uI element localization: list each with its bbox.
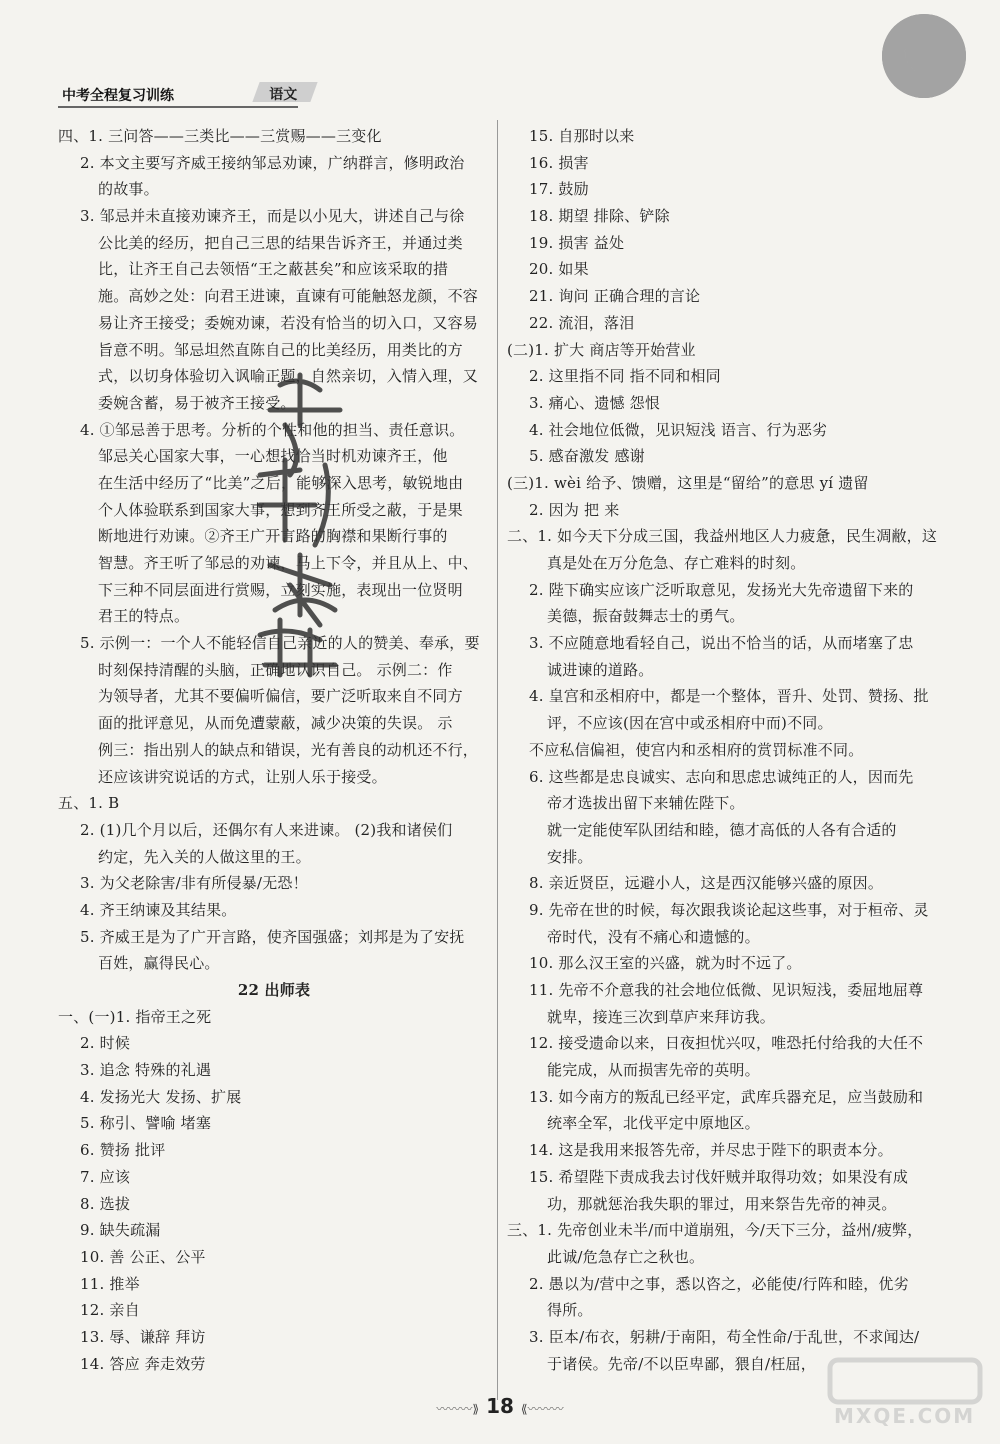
answer-line: 时刻保持清醒的头脑，正确地认识自己。 示例二：作 [98,660,453,679]
answer-line: 四、1. 三问答——三类比——三赏赐——三变化 [58,127,382,145]
answer-line: 统率全军，北伐平定中原地区。 [547,1114,760,1133]
moon-logo-icon [882,14,966,98]
answer-line: 智慧。齐王听了邹忌的劝谏，马上下令，并且从上、中、 [98,554,479,572]
answer-line: 5. 感奋激发 感谢 [529,447,645,466]
answer-line: 18. 期望 排除、铲除 [529,207,670,226]
header-rule [58,106,298,108]
answer-line: 旨意不明。邹忌坦然直陈自己的比美经历，用类比的方 [98,340,463,359]
answer-line: 施。高妙之处：向君王进谏，直谏有可能触怒龙颜，不容 [98,287,479,306]
answer-line: 4. ①邹忌善于思考。分析的个性和他的担当、责任意识。 [80,420,465,439]
page-number: 18 [486,1394,514,1418]
answer-line: 委婉含蓄，易于被齐王接受。 [98,393,296,412]
answer-line: 还应该讲究说话的方式，让别人乐于接受。 [98,767,387,786]
answer-line: 在生活中经历了“比美”之后，能够深入思考，敏锐地由 [98,473,464,492]
section-heading: 22 出师表 [237,981,311,999]
subject-tab [252,82,317,102]
answer-line: 断地进行劝谏。②齐王广开言路的胸襟和果断行事的 [98,527,448,546]
answer-line: 就一定能使军队团结和睦，德才高低的人各有合适的 [547,820,897,839]
answer-line: 约定，先入关的人做这里的王。 [98,847,311,866]
answer-line: 4. 社会地位低微，见识短浅 语言、行为恶劣 [529,420,828,439]
answer-line: 3. 痛心、遗憾 怨恨 [529,393,661,412]
answer-line: 3. 不应随意地看轻自己，说出不恰当的话，从而堵塞了忠 [529,634,914,653]
watermark-text: MXQE.COM [834,1404,976,1428]
answer-line: 下三种不同层面进行赏赐，立刻实施，表现出一位贤明 [98,580,463,599]
answer-line: 10. 善 公正、公平 [80,1247,206,1266]
answer-line: 百姓，赢得民心。 [98,954,220,973]
answer-line: 真是处在万分危急、存亡难料的时刻。 [547,554,806,572]
answer-line: 5. 称引、譬喻 堵塞 [80,1114,212,1133]
answer-line: 2. 时候 [80,1034,131,1053]
answer-line: 2. 愚以为/营中之事，悉以咨之，必能使/行阵和睦，优劣 [529,1274,909,1293]
answer-line: 美德，振奋鼓舞志士的勇气。 [547,607,745,626]
answer-line: 为领导者，尤其不要偏听偏信，要广泛听取来自不同方 [98,687,463,706]
answer-line: 5. 示例一：一个人不能轻信自己亲近的人的赞美、奉承，要 [80,634,480,653]
answer-line: 邹忌关心国家大事，一心想找恰当时机劝谏齐王，他 [98,447,448,466]
answer-line: 13. 辱、谦辞 拜访 [80,1327,206,1346]
answer-line: 3. 追念 特殊的礼遇 [80,1061,212,1080]
answer-line: (二)1. 扩大 商店等开始营业 [507,340,696,359]
answer-line: 功，那就惩治我失职的罪过，用来祭告先帝的神灵。 [547,1194,897,1213]
answer-line: 20. 如果 [529,260,589,279]
page-header [58,80,298,108]
watermark-logo-icon [820,1352,990,1408]
site-watermark [820,1352,990,1432]
answer-line: 8. 选拔 [80,1194,131,1213]
answer-line: 二、1. 如今天下分成三国，我益州地区人力疲惫，民生凋敝，这 [507,527,938,546]
answer-line: 不应私信偏袒，使宫内和丞相府的赏罚标准不同。 [529,740,864,759]
answer-line: 三、1. 先帝创业未半/而中道崩殂，今/天下三分，益州/疲弊， [507,1221,923,1240]
answer-line: 得所。 [547,1301,593,1320]
answer-line: 例三：指出别人的缺点和错误，光有善良的动机还不行， [98,740,479,759]
answer-line: 8. 亲近贤臣，远避小人，这是西汉能够兴盛的原因。 [529,874,884,893]
answer-line: 评，不应该(因在宫中或丞相府中而)不同。 [547,714,833,733]
answer-line: 易让齐王接受；委婉劝谏，若没有恰当的切入口，又容易 [98,313,479,332]
answer-line: 一、(一)1. 指帝王之死 [58,1007,212,1026]
left-column [58,123,490,1377]
answer-line: 2. 这里指不同 指不同和相同 [529,367,721,386]
answer-line: 4. 齐王纳谏及其结果。 [80,900,237,919]
footer-right-ornament-icon: ⟪〰〰〰 [520,1402,564,1416]
answer-line: 的故事。 [98,180,159,199]
answer-line: 5. 齐威王是为了广开言路，使齐国强盛；刘邦是为了安抚 [80,927,465,946]
answer-line: 比，让齐王自己去领悟“王之蔽甚矣”和应该采取的措 [98,260,449,279]
book-title: 中考全程复习训练 [62,88,174,104]
answer-line: 11. 推举 [80,1274,140,1293]
answer-line: 4. 皇宫和丞相府中，都是一个整体，晋升、处罚、赞扬、批 [529,687,929,706]
answer-line: 9. 先帝在世的时候，每次跟我谈论起这些事，对于桓帝、灵 [529,900,929,919]
answer-line: 12. 亲自 [80,1301,140,1320]
answer-line: 21. 询问 正确合理的言论 [529,287,701,306]
answer-line: 能完成，从而损害先帝的英明。 [547,1061,760,1080]
answer-line: 16. 损害 [529,153,589,172]
answer-line: 君王的特点。 [98,607,190,626]
answer-line: 12. 接受遗命以来，日夜担忧兴叹，唯恐托付给我的大任不 [529,1034,924,1053]
answer-line: 于诸侯。先帝/不以臣卑鄙，猥自/枉屈， [547,1354,816,1373]
answer-line: 22. 流泪，落泪 [529,313,635,332]
answer-line: 3. 邹忌并未直接劝谏齐王，而是以小见大，讲述自己与徐 [80,207,465,226]
answer-line: 面的批评意见，从而免遭蒙蔽，减少决策的失误。 示 [98,714,453,733]
answer-line: 6. 这些都是忠良诚实、志向和思虑忠诚纯正的人，因而先 [529,767,914,786]
answer-line: 14. 答应 奔走效劳 [80,1354,206,1373]
answer-line: 此诚/危急存亡之秋也。 [547,1247,705,1266]
right-column [507,123,947,1377]
answer-line: 7. 应该 [80,1167,131,1186]
answer-line: 11. 先帝不介意我的社会地位低微、见识短浅，委屈地屈尊 [529,981,924,999]
subject-label: 语文 [269,87,298,103]
answer-line: 安排。 [547,847,593,866]
answer-line: 诚进谏的道路。 [547,660,654,679]
answer-line: 就卑，接连三次到草庐来拜访我。 [547,1007,776,1026]
answer-line: 19. 损害 益处 [529,233,625,252]
answer-line: 14. 这是我用来报答先帝，并尽忠于陛下的职责本分。 [529,1141,893,1160]
answer-line: 6. 赞扬 批评 [80,1141,166,1160]
answer-line: 五、1. B [58,794,120,813]
answer-line: 3. 为父老除害/非有所侵暴/无恐！ [80,874,308,893]
answer-line: 帝时代，没有不痛心和遗憾的。 [547,927,760,946]
answer-line: 13. 如今南方的叛乱已经平定，武库兵器充足，应当鼓励和 [529,1087,924,1106]
answer-line: 公比美的经历，把自己三思的结果告诉齐王，并通过类 [98,233,463,252]
answer-line: 2. (1)几个月以后，还偶尔有人来进谏。 (2)我和诸侯们 [80,820,453,839]
answer-line: 15. 希望陛下责成我去讨伐奸贼并取得功效；如果没有成 [529,1167,909,1186]
footer-left-ornament-icon: 〰〰〰⟫ [436,1402,480,1416]
page-footer [400,1394,600,1418]
answer-line: 4. 发扬光大 发扬、扩展 [80,1087,242,1106]
moon-logo-svg [882,14,966,98]
handwritten-stamp-icon [240,365,380,685]
answer-line: (三)1. wèi 给予、馈赠，这里是“留给”的意思 yí 遗留 [507,473,869,492]
answer-line: 2. 本文主要写齐威王接纳邹忌劝谏，广纳群言，修明政治 [80,153,465,172]
column-divider [497,120,498,1400]
answer-line: 15. 自那时以来 [529,127,635,145]
answer-line: 2. 因为 把 来 [529,500,620,519]
answer-line: 个人体验联系到国家大事，想到齐王所受之蔽，于是果 [98,500,463,519]
answer-line: 10. 那么汉王室的兴盛，就为时不远了。 [529,954,802,973]
answer-line: 9. 缺失疏漏 [80,1221,161,1240]
answer-line: 2. 陛下确实应该广泛听取意见，发扬光大先帝遗留下来的 [529,580,914,599]
answer-line: 帝才选拔出留下来辅佐陛下。 [547,794,745,813]
answer-line: 17. 鼓励 [529,180,589,199]
answer-line: 式，以切身体验切入讽喻正题，自然亲切，入情入理，又 [98,367,479,386]
answer-line: 3. 臣本/布衣，躬耕/于南阳，苟全性命/于乱世，不求闻达/ [529,1327,920,1346]
